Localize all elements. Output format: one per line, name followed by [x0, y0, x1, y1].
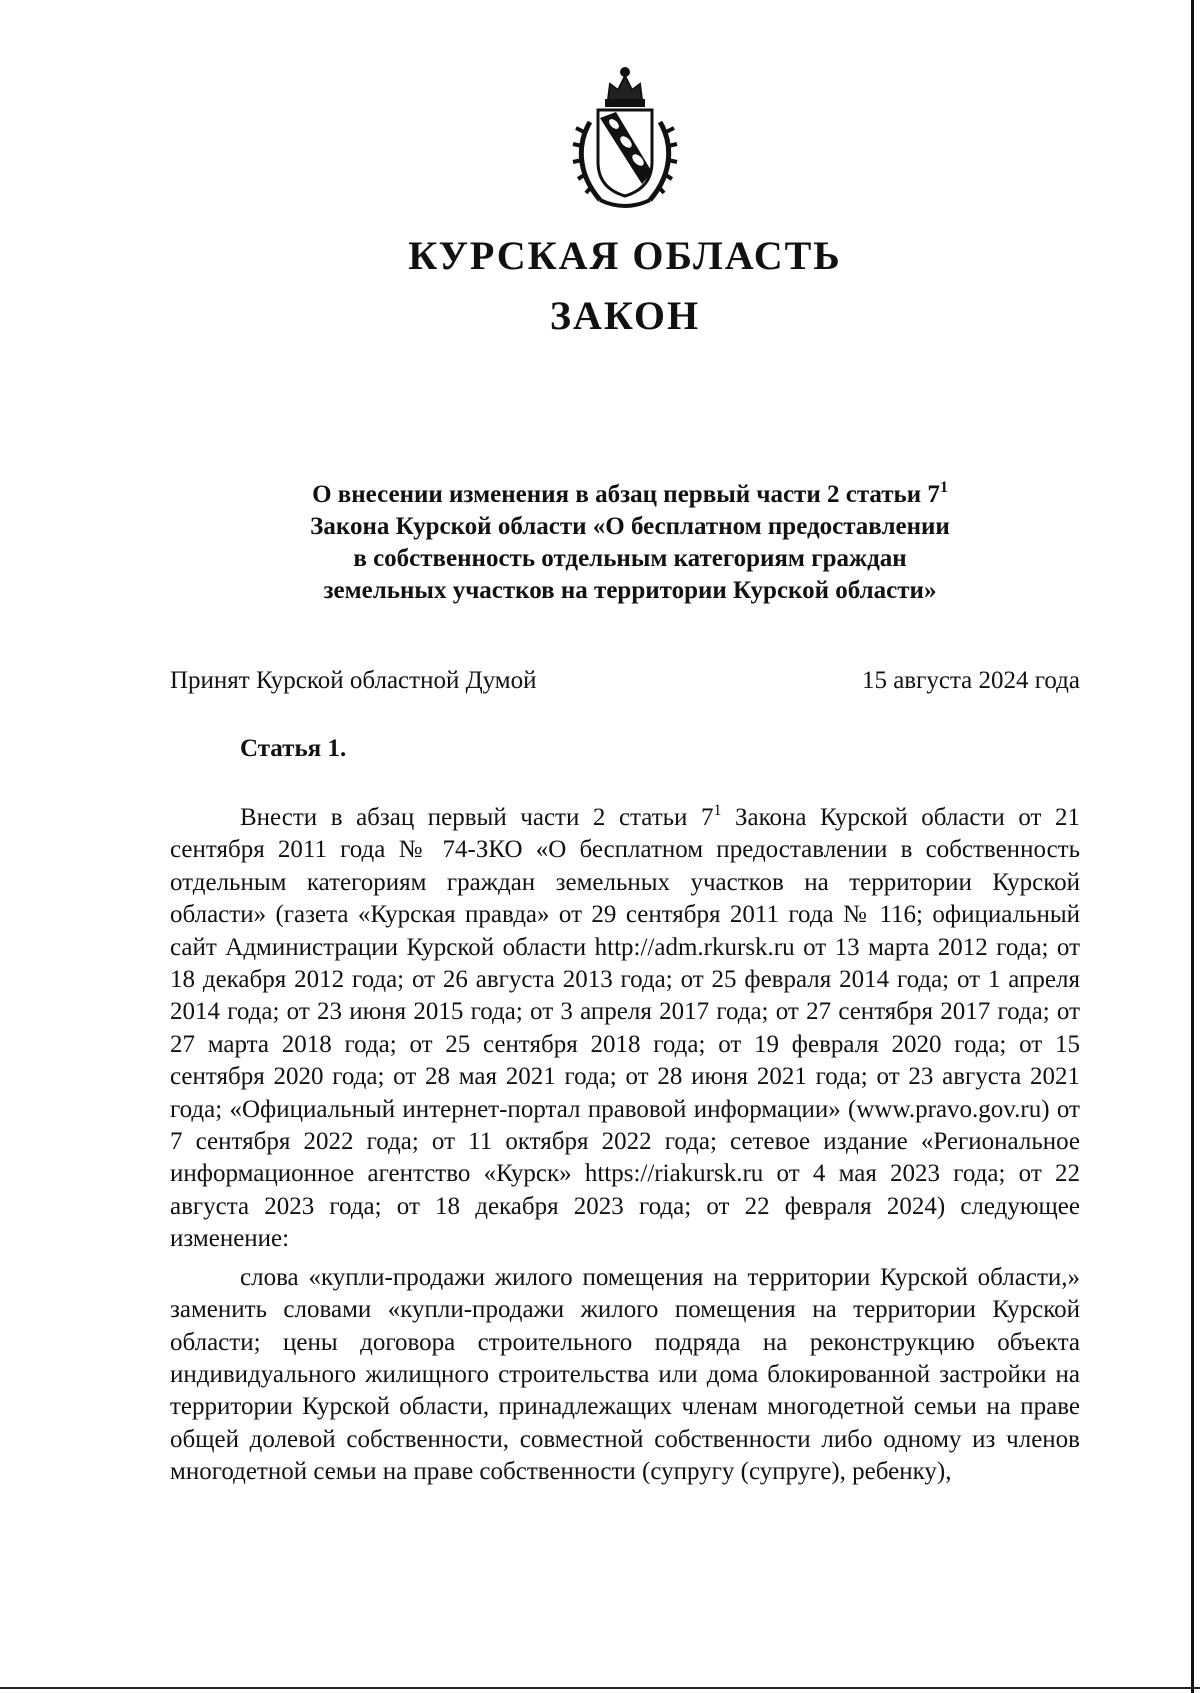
superscript: 1: [713, 802, 722, 819]
paragraph-text: Внести в абзац первый части 2 статьи 7: [240, 804, 714, 831]
law-title-text: О внесении изменения в абзац первый части 2 статьи 7: [312, 481, 940, 508]
article-body: [170, 795, 1080, 1489]
law-title: [150, 472, 1110, 607]
superscript: 1: [939, 479, 948, 496]
region-name: КУРСКАЯ ОБЛАСТЬ: [408, 233, 842, 278]
article-paragraph: слова «купли-продажи жилого помещения на территории Курской области,» заменить словами «купли-продажи жилого помещения на территории Курской области; цены договора строительного подряда на реконструкцию объекта индивидуального жилищного строительства или дома блокированной застройки на территории Курской области, принадлежащих членам многодетной семьи на праве общей долевой собственности, совместной собственности либо одному из членов многодетной семьи на праве собственности (супругу (супруге), ребенку),: [170, 1263, 1080, 1486]
scan-edge-bottom: [0, 1687, 1200, 1689]
header: [0, 226, 1200, 346]
law-title-line: Закона Курской области «О бесплатном предоставлении: [310, 513, 950, 540]
adoption-line: [170, 667, 1080, 695]
law-title-line: [150, 472, 1110, 511]
law-title-line: земельных участков на территории Курской области»: [323, 577, 937, 604]
adoption-date: 15 августа 2024 года: [861, 667, 1080, 694]
kursk-coat-of-arms-icon: [560, 62, 690, 212]
paragraph-text: Закона Курской области от 21 сентября 2011 года № 74-ЗКО «О бесплатном предоставлении в собственность отдельным категориям граждан земельных участков на территории Курской области» (газета «Курская правда» от 29 сентября 2011 года № 116; официальный сайт Администрации Курской области http://adm.rkursk.ru от 13 марта 2012 года; от 18 декабря 2012 года; от 26 августа 2013 года; от 25 февраля 2014 года; от 1 апреля 2014 года; от 23 июня 2015 года; от 3 апреля 2017 года; от 27 сентября 2017 года; от 27 марта 2018 года; от 25 сентября 2018 года; от 19 февраля 2020 года; от 15 сентября 2020 года; от 28 мая 2021 года; от 28 июня 2021 года; от 23 августа 2021 года; «Официальный интернет-портал правовой информации» (www.pravo.gov.ru) от 7 сентября 2022 года; от 11 октября 2022 года; сетевое издание «Региональное информационное агентство «Курск» https://riakursk.ru от 4 мая 2023 года; от 22 августа 2023 года; от 18 декабря 2023 года; от 22 февраля 2024) следующее изменение:: [170, 804, 1080, 1253]
adopted-by: Принят Курской областной Думой: [170, 667, 537, 694]
article-paragraph: [170, 795, 1080, 1256]
article-title: Статья 1.: [240, 735, 347, 762]
document-type: ЗАКОН: [549, 293, 701, 338]
law-title-line: в собственность отдельным категориям граждан: [353, 545, 907, 572]
